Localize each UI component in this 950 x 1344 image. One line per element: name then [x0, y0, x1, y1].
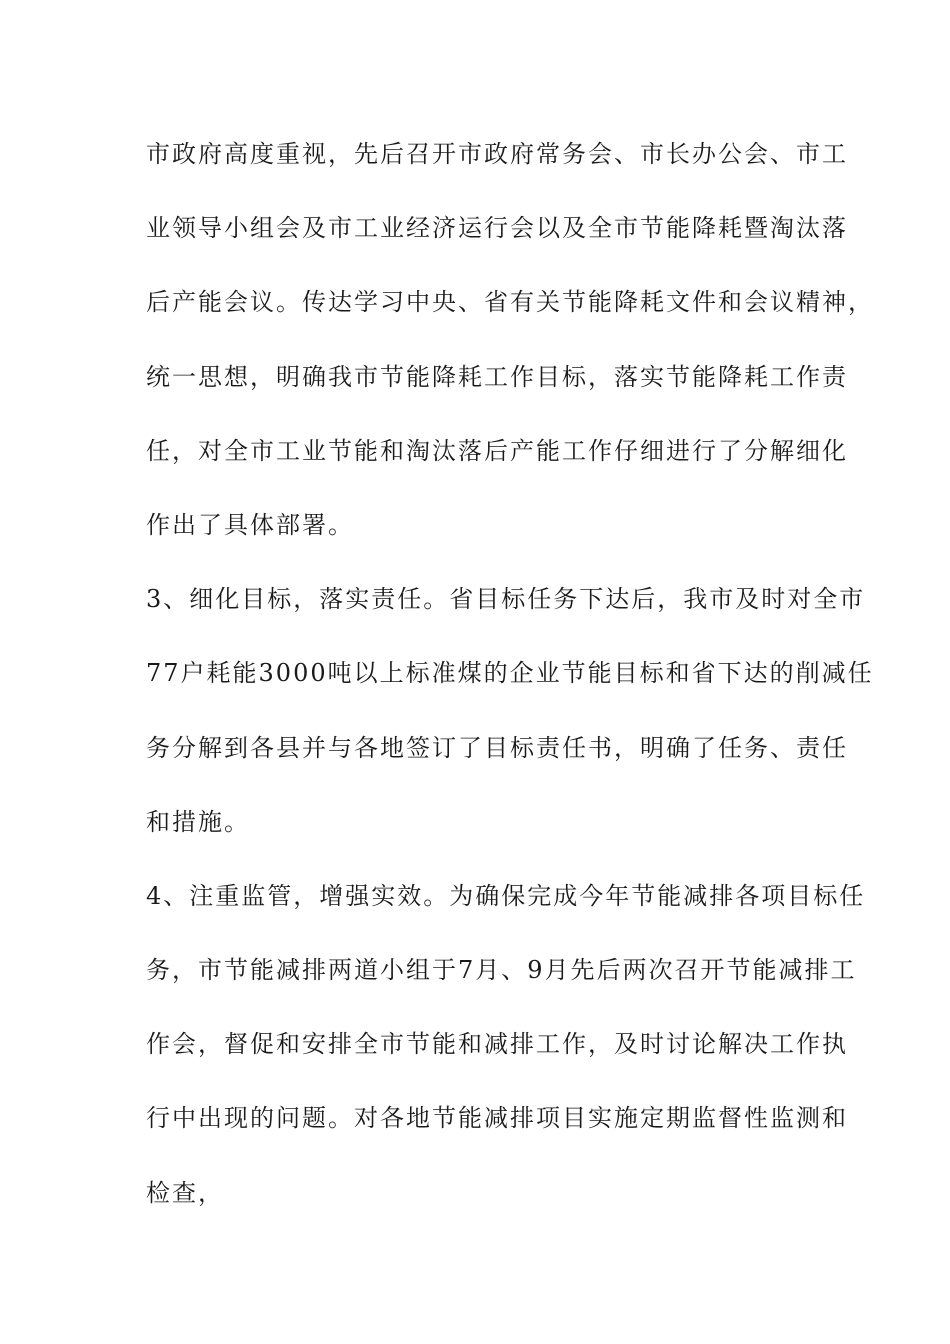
text-line: 后产能会议。传达学习中央、省有关节能降耗文件和会议精神， — [146, 288, 874, 317]
text-line: 和措施。 — [146, 807, 250, 836]
text-line: 业领导小组会及市工业经济运行会以及全市节能降耗暨淘汰落 — [146, 214, 848, 243]
text-line: 任，对全市工业节能和淘汰落后产能工作仔细进行了分解细化 — [146, 436, 848, 465]
text-line: 3、细化目标，落实责任。省目标任务下达后，我市及时对全市 — [146, 585, 866, 614]
text-line: 务分解到各县并与各地签订了目标责任书，明确了任务、责任 — [146, 733, 848, 762]
text-line: 作出了具体部署。 — [146, 510, 354, 539]
text-line: 77户耗能3000吨以上标准煤的企业节能目标和省下达的削减任 — [146, 659, 874, 688]
text-line: 统一思想，明确我市节能降耗工作目标，落实节能降耗工作责 — [146, 362, 848, 391]
text-line: 检查， — [146, 1178, 224, 1207]
text-line: 4、注重监管，增强实效。为确保完成今年节能减排各项目标任 — [146, 881, 866, 910]
document-body — [146, 127, 874, 1240]
text-line: 市政府高度重视，先后召开市政府常务会、市长办公会、市工 — [146, 140, 848, 168]
text-line: 作会，督促和安排全市节能和减排工作，及时讨论解决工作执 — [146, 1030, 848, 1059]
text-line: 行中出现的问题。对各地节能减排项目实施定期监督性监测和 — [146, 1104, 848, 1133]
text-line: 务，市节能减排两道小组于7月、9月先后两次召开节能减排工 — [146, 956, 857, 985]
